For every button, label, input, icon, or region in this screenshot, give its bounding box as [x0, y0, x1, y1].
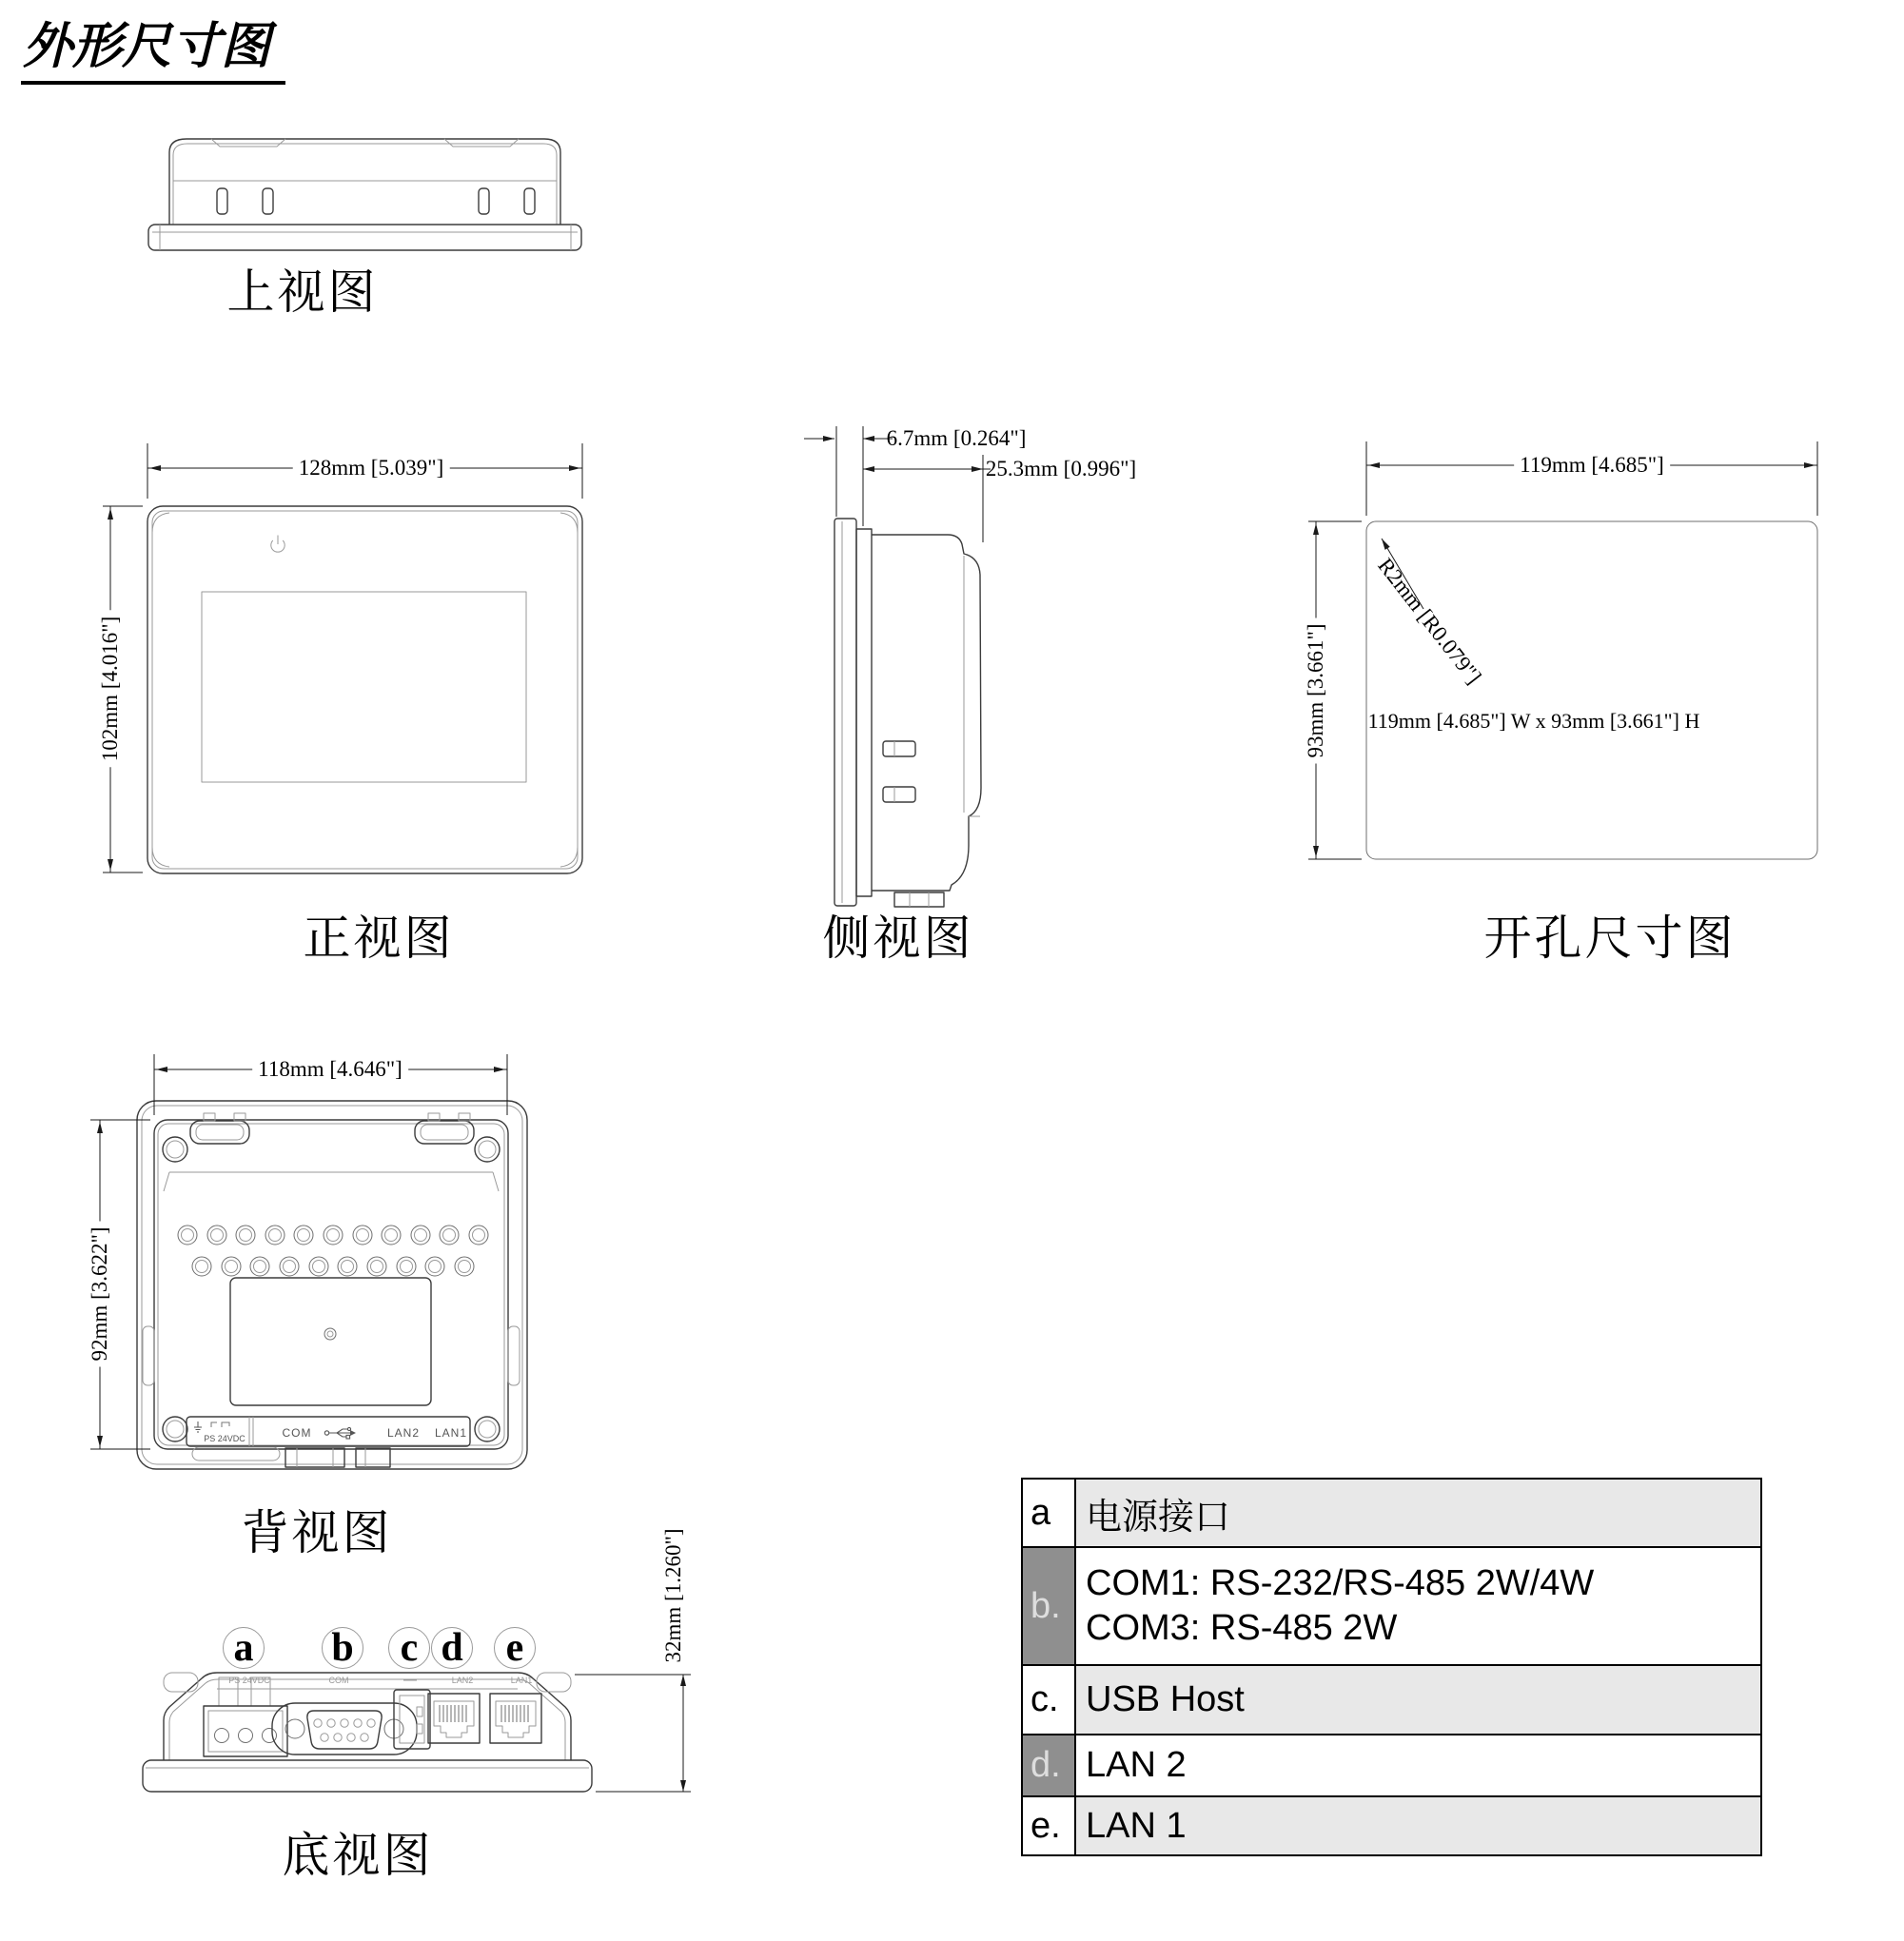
bottom-edge-lan1-label: LAN1: [510, 1676, 533, 1685]
legend-row-c: [1022, 1665, 1761, 1735]
callout-a: a: [223, 1627, 265, 1669]
db9-connector-drawing: [272, 1703, 417, 1755]
front-view-label: 正视图: [303, 912, 455, 965]
legend-row-e: [1022, 1796, 1761, 1855]
legend-desc-d: LAN 2: [1075, 1735, 1761, 1796]
side-view-label: 侧视图: [822, 912, 974, 965]
usb-port-drawing: [394, 1690, 430, 1749]
legend-table: [1021, 1478, 1762, 1856]
cutout-radius-dim: R2mm [R0.079"]: [1373, 553, 1486, 689]
top-view-label: 上视图: [226, 265, 379, 319]
legend-key-e: e.: [1022, 1796, 1075, 1855]
cutout-view-drawing: [1308, 441, 1817, 859]
ground-icon: [194, 1421, 202, 1432]
page-title: 外形尺寸图: [21, 6, 285, 85]
lan1-port-drawing: [490, 1694, 541, 1743]
top-view-drawing: [148, 139, 581, 250]
legend-key-c: c.: [1022, 1665, 1075, 1735]
cutout-view-label: 开孔尺寸图: [1483, 912, 1737, 965]
lan2-port-drawing: [428, 1694, 480, 1743]
legend-row-d: [1022, 1735, 1761, 1796]
bottom-edge-power-label: PS 24VDC: [228, 1676, 270, 1685]
side-bezel-dim: 6.7mm [0.264"]: [886, 426, 1027, 450]
legend-desc-a: 电源接口: [1075, 1479, 1761, 1547]
legend-desc-e: LAN 1: [1075, 1796, 1761, 1855]
usb-icon: [324, 1427, 356, 1439]
back-view-label: 背视图: [241, 1506, 393, 1559]
bottom-edge-com-label: COM: [328, 1676, 349, 1685]
callout-d: d: [431, 1627, 473, 1669]
legend-desc-c: USB Host: [1075, 1665, 1761, 1735]
bottom-view-label: 底视图: [282, 1829, 434, 1882]
front-height-dim: 102mm [4.016"]: [98, 611, 123, 768]
legend-row-b: [1022, 1547, 1761, 1665]
cutout-note: 119mm [4.685"] W x 93mm [3.661"] H: [1367, 709, 1700, 733]
bottom-height-dim: 32mm [1.260"]: [661, 1528, 685, 1663]
legend-desc-b-line2: COM3: RS-485 2W: [1086, 1608, 1398, 1648]
lan1-port-label: LAN1: [434, 1426, 468, 1440]
power-icon: [271, 536, 285, 553]
back-width-dim: 118mm [4.646"]: [252, 1057, 408, 1082]
back-height-dim: 92mm [3.622"]: [88, 1222, 112, 1367]
legend-desc-b: [1075, 1547, 1761, 1665]
back-view-drawing: [90, 1054, 527, 1469]
legend-key-b: b.: [1022, 1547, 1075, 1665]
front-width-dim: 128mm [5.039"]: [293, 456, 450, 480]
cutout-width-dim: 119mm [4.685"]: [1514, 453, 1670, 478]
callout-c: c: [388, 1627, 430, 1669]
side-depth-dim: 25.3mm [0.996"]: [985, 457, 1137, 480]
legend-key-d: d.: [1022, 1735, 1075, 1796]
callout-e: e: [494, 1627, 536, 1669]
legend-desc-b-line1: COM1: RS-232/RS-485 2W/4W: [1086, 1562, 1595, 1603]
cutout-height-dim: 93mm [3.661"]: [1304, 618, 1328, 764]
legend-key-a: a: [1022, 1479, 1075, 1547]
com-port-label: COM: [282, 1426, 312, 1440]
bottom-view-drawing: [143, 1673, 691, 1792]
lan2-port-label: LAN2: [386, 1426, 421, 1440]
bottom-edge-lan2-label: LAN2: [451, 1676, 474, 1685]
power-port-label: PS 24VDC: [204, 1434, 245, 1443]
front-view-drawing: [103, 443, 582, 873]
callout-b: b: [322, 1627, 363, 1669]
side-view-drawing: [804, 426, 991, 907]
legend-row-a: [1022, 1479, 1761, 1547]
